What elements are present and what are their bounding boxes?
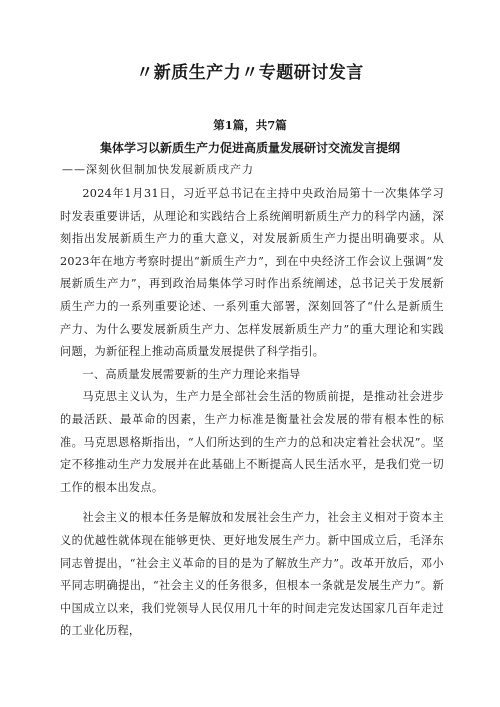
paragraph: 2024年1月31日，习近平总书记在主持中央政治局第十一次集体学习时发表重要讲话，从理论和实践结合上系统阐明新质生产力的科学内涵，深刻指出发展新质生产力的重大意义，对发展新质生产力提出明确要求。从2023年在地方考察时提出“新质生产力”，到在中央经济工作会议上强调“发展新质生产力”，再到政治局集体学习时作出系统阐述，总书记关于发展新质生产力的一系列重要论述、一系列重大部署，深刻回答了“什么是新质生产力、为什么要发展新质生产力、怎样发展新质生产力”的重大理论和实践问题，为新征程上推动高质量发展提供了科学指引。 [60, 187, 444, 359]
section-heading: 一、高质量发展需要新的生产力理论来指导 [82, 367, 301, 381]
part-label: 第1篇，共7篇 [213, 118, 287, 132]
paragraph: 社会主义的根本任务是解放和发展社会生产力，社会主义相对于资本主义的优越性就体现在能够更快、更好地发展生产力。新中国成立后，毛泽东同志曾提出，“社会主义革命的目的是为了解放生产力”。改革开放后，邓小平同志明确提出，“社会主义的任务很多，但根本一条就是发展生产力”。新中国成立以来，我们党领导人民仅用几十年的时间走完发达国家几百年走过的工业化历程， [60, 511, 444, 638]
byline: ——深刻伙但制加快发展新质戌产力 [62, 163, 254, 176]
document-subtitle: 集体学习以新质生产力促进高质量发展研讨交流发言提纲 [99, 141, 400, 155]
paragraph: 马克思主义认为，生产力是全部社会生活的物质前提，是推动社会进步的最活跃、最革命的因素，生产力标准是衡量社会发展的带有根本性的标准。马克思恩格斯指出，“人们所达到的生产力的总和决定着社会状况”。坚定不移推动生产力发展并在此基础上不断提高人民生活水平，是我们党一切工作的根本出发点。 [60, 390, 444, 494]
body-text [60, 183, 444, 643]
document-title: 〃新质生产力〃专题研讨发言 [136, 63, 364, 83]
